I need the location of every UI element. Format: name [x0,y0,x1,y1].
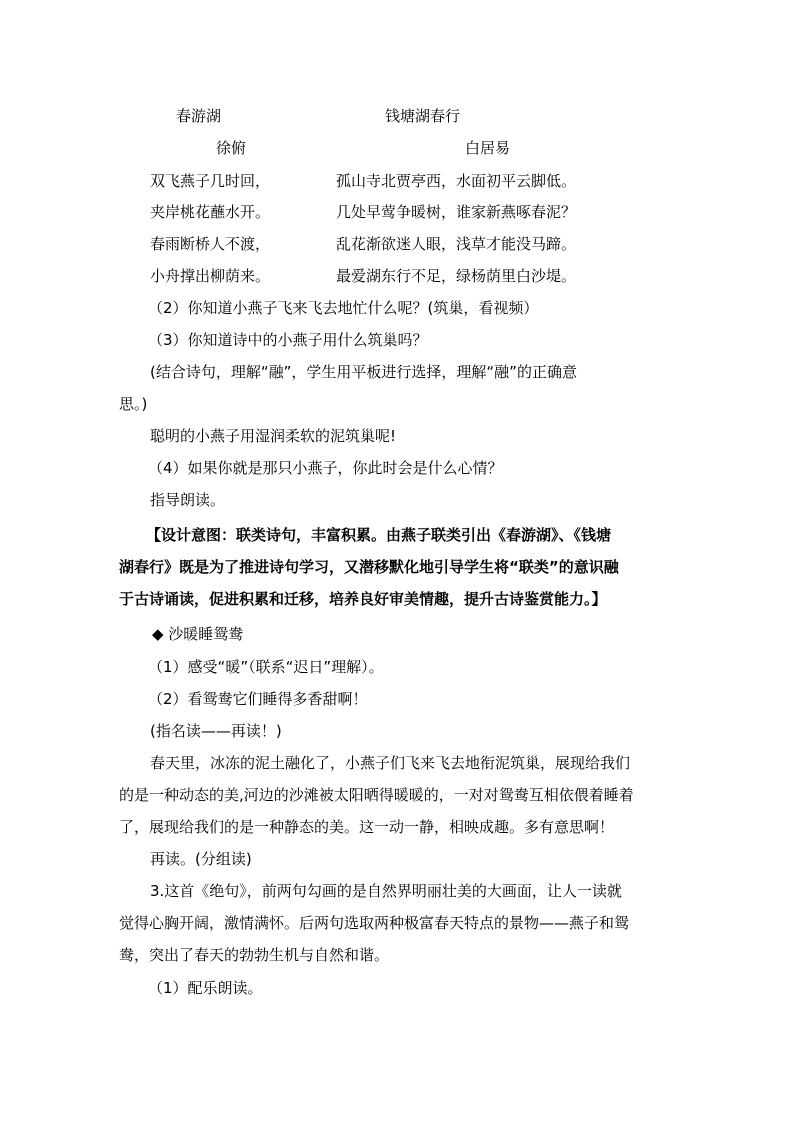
paragraph-line: 的是一种动态的美,河边的沙滩被太阳晒得暖暖的，一对对鸳鸯互相依偎着睡着 [119,786,634,804]
design-intent-line: 【设计意图：联类诗句，丰富积累。由燕子联类引出《春游湖》、《钱塘 [146,526,612,544]
poem1-line: 春雨断桥人不渡， [150,235,271,253]
poem2-line: 乱花渐欲迷人眼，浅草才能没马蹄。 [336,235,577,253]
question-3: （3）你知道诗中的小燕子用什么筑巢吗？ [148,331,428,349]
section-3-line: 3.这首《绝句》，前两句勾画的是自然界明丽壮美的大画面，让人一读就 [150,882,622,900]
design-intent-line: 于古诗诵读，促进积累和迁移，培养良好审美情趣，提升古诗鉴赏能力。】 [119,590,607,608]
step-2: （2）看鸳鸯它们睡得多香甜啊！ [148,690,368,708]
poem1-author: 徐俯 [216,139,247,157]
paragraph-line: 春天里，冰冻的泥土融化了，小燕子们飞来飞去地衔泥筑巢，展现给我们 [150,754,631,772]
poem2-line: 最爱湖东行不足，绿杨荫里白沙堤。 [336,267,577,285]
paragraph-line: 了，展现给我们的是一种静态的美。这一动一静，相映成趣。多有意思啊！ [119,818,615,836]
reread: 再读。(分组读) [150,850,252,868]
note-line: 思。) [119,395,148,413]
design-intent-line: 湖春行》既是为了推进诗句学习，又潜移默化地引导学生将“联类”的意识融 [119,558,619,576]
section-3-line: 鸯，突出了春天的勃勃生机与自然和谐。 [119,946,390,964]
guide-read: 指导朗读。 [150,491,226,509]
poem1-line: 双飞燕子几时回， [150,172,271,190]
poem1-line: 小舟撑出柳荫来。 [150,267,271,285]
poem2-author: 白居易 [465,139,511,157]
section-3-line: 觉得心胸开阔，激情满怀。后两句选取两种极富春天特点的景物——燕子和鸳 [119,914,630,932]
poem2-line: 几处早莺争暖树，谁家新燕啄春泥？ [336,203,577,221]
step-3: (指名读——再读！) [150,722,282,740]
poem2-line: 孤山寺北贾亭西，水面初平云脚低。 [336,172,577,190]
question-2: （2）你知道小燕子飞来飞去地忙什么呢？(筑巢，看视频） [148,299,539,317]
step-1: （1）感受“暖”（联系“迟日”理解）。 [148,658,384,676]
note-line: (结合诗句，理解“融”，学生用平板进行选择，理解“融”的正确意 [150,363,577,381]
section-bullet: ◆ 沙暖睡鸳鸯 [152,625,244,643]
poem2-title: 钱塘湖春行 [385,107,461,125]
poem1-title: 春游湖 [176,107,222,125]
step-music-read: （1）配乐朗读。 [148,979,263,997]
question-4: （4）如果你就是那只小燕子，你此时会是什么心情？ [148,459,503,477]
poem1-line: 夹岸桃花蘸水开。 [150,203,271,221]
statement: 聪明的小燕子用湿润柔软的泥筑巢呢! [150,427,397,445]
